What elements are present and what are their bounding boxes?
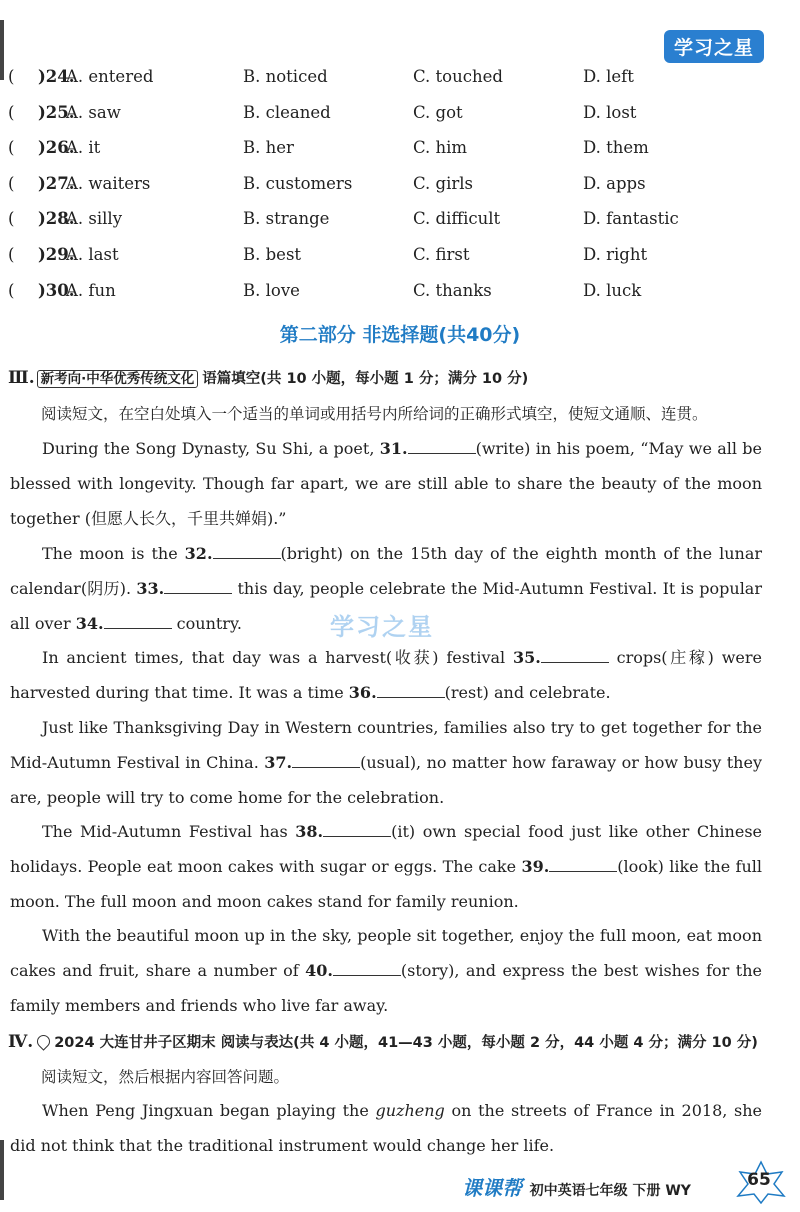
question-number: )30. [38,280,75,300]
option-a: A. last [66,245,119,264]
option-d: D. fantastic [583,209,679,229]
section-4-number: Ⅳ. [8,1032,34,1052]
passage-paragraph: When Peng Jingxuan began playing the guzheng on the streets of France in 2018, she did not think that the traditional instrument would change her life. [10,1101,763,1155]
footer [462,1172,691,1201]
option-c: C. girls [413,173,473,193]
option-b: B. noticed [243,67,328,86]
option-c: C. got [413,102,463,122]
blank-32[interactable] [213,546,281,559]
blank-40[interactable] [333,963,401,976]
answer-bracket[interactable]: ( [8,280,15,300]
option-c: C. him [413,138,468,158]
blank-34[interactable] [104,616,172,629]
section-3-title: 语篇填空(共 10 小题，每小题 1 分；满分 10 分) [202,371,529,387]
option-c: C. touched [413,67,503,86]
question-row [0,103,800,133]
option-a: A. saw [66,102,121,122]
blank-38[interactable] [323,824,391,837]
question-row [0,281,800,311]
answer-bracket[interactable]: ( [8,173,15,193]
blank-35[interactable] [541,650,609,663]
option-b: B. strange [243,209,330,229]
answer-bracket[interactable]: ( [8,209,15,229]
section-4-instruction: 阅读短文，然后根据内容回答问题。 [41,1068,290,1086]
question-number: )26. [38,138,75,158]
section-3-header [8,367,528,388]
page-number: 65 [747,1170,771,1190]
option-d: D. right [583,245,648,264]
option-b: B. best [243,245,302,264]
question-row [0,209,800,239]
option-a: A. silly [66,209,123,229]
option-a: A. fun [66,280,116,300]
footer-subtitle: 初中英语七年级 下册 WY [529,1183,691,1199]
option-d: D. left [583,67,634,86]
section-3-number: Ⅲ. [8,368,35,388]
option-d: D. luck [583,280,642,300]
answer-bracket[interactable]: ( [8,102,15,122]
option-d: D. lost [583,102,637,122]
margin-mark [0,1140,4,1200]
section-3-tag: 新考向·中华优秀传统文化 [37,370,199,388]
question-number: )27. [38,173,75,193]
option-c: C. thanks [413,280,492,300]
part-two-title: 第二部分 非选择题(共40分) [279,324,521,346]
option-c: C. difficult [413,209,501,229]
location-pin-icon [35,1032,53,1050]
blank-33[interactable] [164,581,232,594]
answer-bracket[interactable]: ( [8,138,15,158]
blank-39[interactable] [549,859,617,872]
question-number: )24. [38,67,75,86]
footer-brand: 课课帮 [462,1176,522,1200]
question-number: )28. [38,209,75,229]
answer-bracket[interactable]: ( [8,245,15,264]
question-row [0,67,800,97]
passage-paragraph: The moon is the 32. (bright) on the 15th day of the eighth month of the lunar calendar(阴历). 33. this day, people celebrate the Mid-Autumn Festival. It is popular all over 34. country. [10,544,763,633]
option-a: A. it [66,138,101,158]
option-c: C. first [413,245,470,264]
passage-paragraph: In ancient times, that day was a harvest(收获) festival 35. crops(庄稼) were harvested during that time. It was a time 36. (rest) and celebrate. [10,648,762,702]
option-d: D. them [583,138,649,158]
section-3-instruction: 阅读短文，在空白处填入一个适当的单词或用括号内所给词的正确形式填空，使短文通顺、连贯。 [41,405,708,423]
passage-paragraph: The Mid-Autumn Festival has 38. (it) own special food just like other Chinese holidays. People eat moon cakes with sugar or eggs. The cake 39. (look) like the full moon. The full moon and moon cakes stand for family reunion. [10,822,762,911]
option-a: A. entered [66,67,154,86]
passage-paragraph: With the beautiful moon up in the sky, people sit together, enjoy the full moon, eat moon cakes and fruit, share a number of 40. (story), and express the best wishes for the family members and friends who live far away. [10,926,762,1015]
question-number: )25. [38,102,75,122]
passage-paragraph: Just like Thanksgiving Day in Western countries, families also try to get together for the Mid-Autumn Festival in China. 37. (usual), no matter how faraway or how busy they are, people will try to come home for the celebration. [10,718,762,807]
question-row [0,138,800,168]
option-a: A. waiters [66,173,151,193]
brand-logo: 学习之星 [664,30,764,63]
answer-bracket[interactable]: ( [8,67,15,86]
page-number-badge [734,1160,788,1204]
question-row [0,245,800,275]
section-4-title: 阅读与表达(共 4 小题，41—43 小题，每小题 2 分，44 小题 4 分；满分 10 分) [220,1035,758,1051]
blank-31[interactable] [408,441,476,454]
option-b: B. love [243,280,300,300]
question-number: )29. [38,245,75,264]
blank-36[interactable] [377,685,445,698]
section-4-header [8,1031,758,1052]
option-b: B. customers [243,173,353,193]
option-b: B. cleaned [243,102,331,122]
passage-paragraph: During the Song Dynasty, Su Shi, a poet, 31. (write) in his poem, “May we all be blessed with longevity. Though far apart, we are still able to share the beauty of the moon together (但愿人长久，千里共婵娟).” [10,439,763,528]
watermark: 学习之星 [330,613,434,641]
blank-37[interactable] [292,755,360,768]
option-b: B. her [243,138,294,158]
option-d: D. apps [583,173,646,193]
question-row [0,174,800,204]
section-4-source: 2024 大连甘井子区期末 [54,1035,216,1051]
